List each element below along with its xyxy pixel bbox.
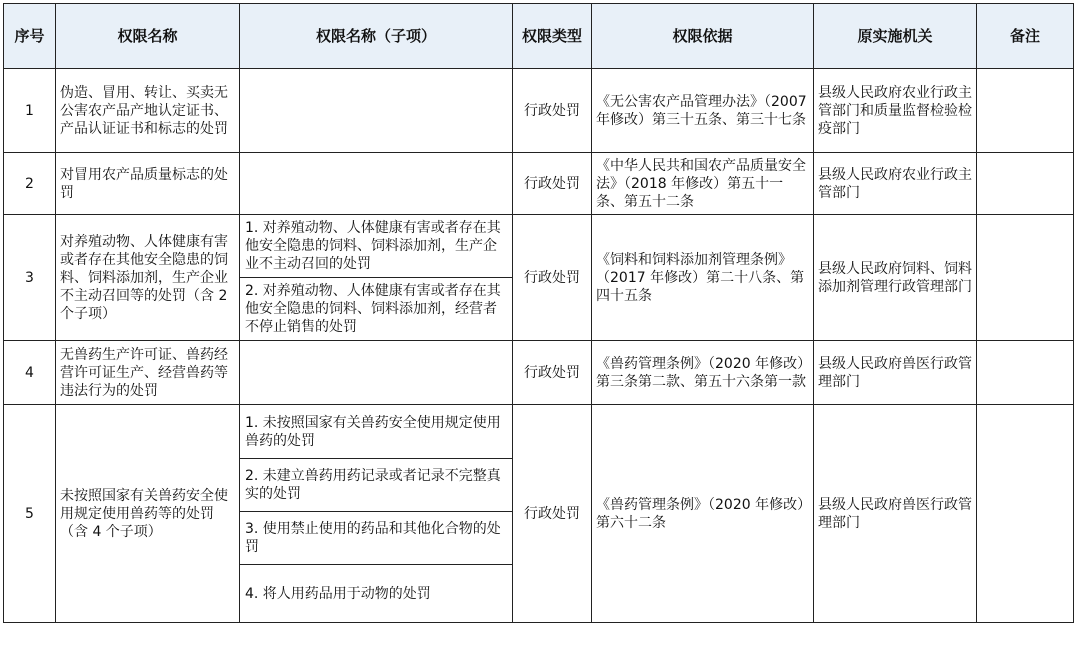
header-subname: 权限名称（子项） xyxy=(240,4,513,69)
cell-basis: 《无公害农产品管理办法》（2007年修改）第三十五条、第三十七条 xyxy=(592,69,814,153)
cell-remark xyxy=(977,215,1074,341)
cell-seq: 2 xyxy=(4,153,56,215)
cell-agency: 县级人民政府农业行政主管部门 xyxy=(814,153,977,215)
cell-remark xyxy=(977,405,1074,623)
cell-seq: 4 xyxy=(4,341,56,405)
cell-type: 行政处罚 xyxy=(513,341,592,405)
header-name: 权限名称 xyxy=(56,4,240,69)
cell-subitem: 4. 将人用药品用于动物的处罚 xyxy=(240,565,513,623)
cell-name: 对冒用农产品质量标志的处罚 xyxy=(56,153,240,215)
cell-basis: 《兽药管理条例》（2020 年修改）第三条第二款、第五十六条第一款 xyxy=(592,341,814,405)
header-agency: 原实施机关 xyxy=(814,4,977,69)
cell-seq: 5 xyxy=(4,405,56,623)
cell-name: 伪造、冒用、转让、买卖无公害农产品产地认定证书、产品认证证书和标志的处罚 xyxy=(56,69,240,153)
cell-name: 对养殖动物、人体健康有害或者存在其他安全隐患的饲料、饲料添加剂，生产企业不主动召回等的处罚（含 2 个子项） xyxy=(56,215,240,341)
cell-basis: 《饲料和饲料添加剂管理条例》（2017 年修改）第二十八条、第四十五条 xyxy=(592,215,814,341)
cell-subname xyxy=(240,341,513,405)
cell-subname xyxy=(240,69,513,153)
table-row xyxy=(4,69,1074,153)
cell-remark xyxy=(977,341,1074,405)
cell-seq: 3 xyxy=(4,215,56,341)
authority-table xyxy=(3,3,1074,623)
header-basis: 权限依据 xyxy=(592,4,814,69)
cell-name: 未按照国家有关兽药安全使用规定使用兽药等的处罚（含 4 个子项） xyxy=(56,405,240,623)
cell-agency: 县级人民政府兽医行政管理部门 xyxy=(814,405,977,623)
cell-agency: 县级人民政府饲料、饲料添加剂管理行政管理部门 xyxy=(814,215,977,341)
cell-basis: 《兽药管理条例》（2020 年修改）第六十二条 xyxy=(592,405,814,623)
cell-remark xyxy=(977,153,1074,215)
cell-type: 行政处罚 xyxy=(513,405,592,623)
cell-subitem: 2. 对养殖动物、人体健康有害或者存在其他安全隐患的饲料、饲料添加剂，经营者不停止销售的处罚 xyxy=(240,278,513,341)
cell-agency: 县级人民政府兽医行政管理部门 xyxy=(814,341,977,405)
header-remark: 备注 xyxy=(977,4,1074,69)
table-row xyxy=(4,153,1074,215)
table-header-row xyxy=(4,4,1074,69)
cell-type: 行政处罚 xyxy=(513,215,592,341)
cell-type: 行政处罚 xyxy=(513,69,592,153)
cell-remark xyxy=(977,69,1074,153)
table-row xyxy=(4,215,1074,278)
cell-subitem: 1. 未按照国家有关兽药安全使用规定使用兽药的处罚 xyxy=(240,405,513,459)
cell-basis: 《中华人民共和国农产品质量安全法》（2018 年修改）第五十一条、第五十二条 xyxy=(592,153,814,215)
cell-name: 无兽药生产许可证、兽药经营许可证生产、经营兽药等违法行为的处罚 xyxy=(56,341,240,405)
cell-agency: 县级人民政府农业行政主管部门和质量监督检验检疫部门 xyxy=(814,69,977,153)
cell-subitem: 1. 对养殖动物、人体健康有害或者存在其他安全隐患的饲料、饲料添加剂，生产企业不主动召回的处罚 xyxy=(240,215,513,278)
header-seq: 序号 xyxy=(4,4,56,69)
cell-subname xyxy=(240,153,513,215)
cell-seq: 1 xyxy=(4,69,56,153)
header-type: 权限类型 xyxy=(513,4,592,69)
cell-subitem: 2. 未建立兽药用药记录或者记录不完整真实的处罚 xyxy=(240,459,513,512)
cell-subitem: 3. 使用禁止使用的药品和其他化合物的处罚 xyxy=(240,512,513,565)
cell-type: 行政处罚 xyxy=(513,153,592,215)
table-row xyxy=(4,341,1074,405)
table-row xyxy=(4,405,1074,459)
